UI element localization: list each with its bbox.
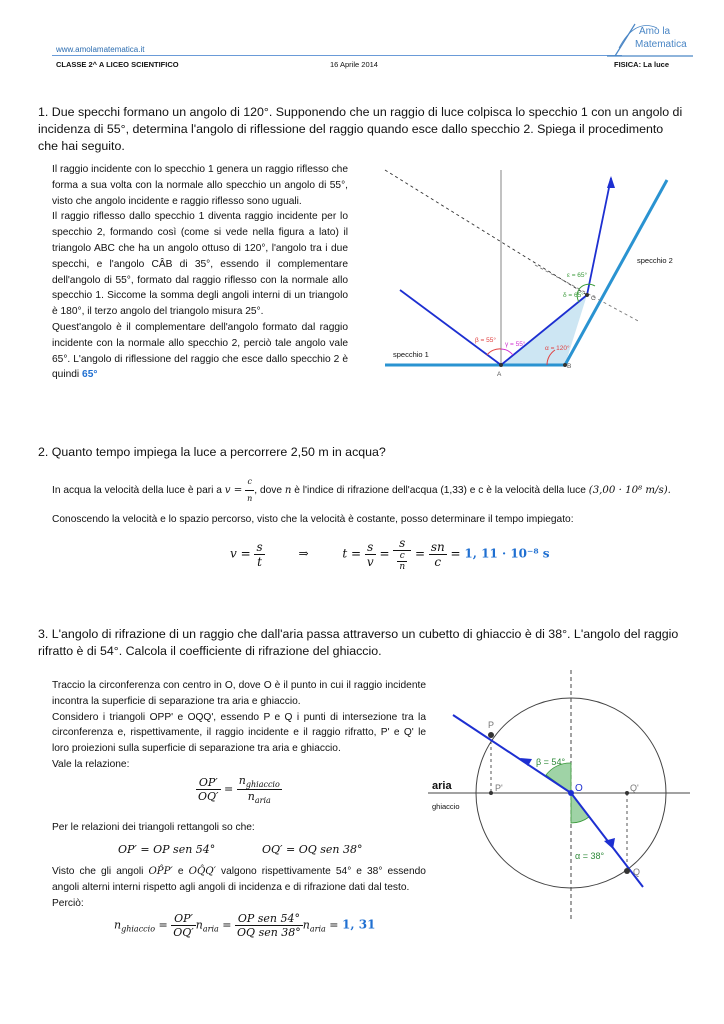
light-speed: (3,00 · 10⁸ m/s). xyxy=(588,484,671,496)
q3-paragraph-4: Per le relazioni dei triangoli rettangoli so che: xyxy=(52,822,255,833)
q3-paragraph-6: Perciò: xyxy=(52,898,84,909)
q2-line-2: Conoscendo la velocità e lo spazio percorso, visto che la velocità è costante, posso determinare il tempo impiegato: xyxy=(52,514,574,525)
q1-paragraph-1: Il raggio incidente con lo specchio 1 genera un raggio riflesso che forma a sua volta con la normale allo specchio un angolo di 55°, visto che angolo incidente e raggio riflesso sono uguali. xyxy=(52,164,348,207)
q2-result: 1, 11 · 10⁻⁸ s xyxy=(464,546,550,561)
q1-paragraph-2: Il raggio riflesso dallo specchio 1 diventa raggio incidente per lo specchio 2, formando così (come si vede nella figura a lato) il triangolo ABC che ha un angolo ottuso di 120°, l'angolo tra i due specchi, e l'angolo CÂB di 35°, essendo il complementare dell'angolo di 55°, formato dal raggio riflesso con la normale allo specchio 1. Siccome la somma degli angoli interni di un triangolo è 180°, il terzo angolo del triangolo misura 25°. xyxy=(52,211,348,318)
beta-angle-label: β = 54° xyxy=(536,757,566,767)
point-b: B xyxy=(567,363,572,370)
point-a: A xyxy=(497,371,502,378)
logo-line-2: Matematica xyxy=(635,39,687,50)
site-url[interactable]: www.amolamatematica.it xyxy=(56,45,145,54)
mirror-1-label: specchio 1 xyxy=(393,350,429,359)
alpha-angle-label: α = 38° xyxy=(575,851,605,861)
logo xyxy=(605,18,695,60)
point-p-prime: P' xyxy=(495,783,503,793)
header-class: CLASSE 2^ A LICEO SCIENTIFICO xyxy=(56,60,179,69)
logo-line-1: Amo la xyxy=(639,26,671,37)
question-1: 1. Due specchi formano un angolo di 120°. Supponendo che un raggio di luce colpisca lo specchio 1 con un angolo di incidenza di 55°, determina l'angolo di riflessione del raggio quando esce dallo specchio 2. Spiega il procedimento che hai seguito. xyxy=(38,105,683,153)
alpha-label: α = 120° xyxy=(545,345,570,352)
q1-answer: 65° xyxy=(82,369,98,381)
aria-label: aria xyxy=(432,780,452,792)
q2-line-1: In acqua la velocità della luce è pari a v = $\frac{c}{n}$ , dove n è l'indice di rifrazione dell'acqua (1,33) e c è la velocità della luce (3,00 · 10⁸ m/s). xyxy=(52,474,702,507)
q3-relation: $\frac{OP'}{OQ'}$ = $\frac{n_{ghiaccio}}{n_{aria}}$ xyxy=(198,774,280,806)
point-c: C xyxy=(591,295,596,302)
mirror-2-label: specchio 2 xyxy=(637,256,673,265)
header-subject: FISICA: La luce xyxy=(614,60,670,69)
q3-eq-oq: OQ′ = OQ sen 38° xyxy=(262,843,363,856)
question-3: 3. L'angolo di rifrazione di un raggio che dall'aria passa attraverso un cubetto di ghiaccio è di 38°. L'angolo del raggio rifratto è di 54°. Calcola il coefficiente di rifrazione del ghiaccio. xyxy=(38,627,679,658)
epsilon-label: ε = 65° xyxy=(567,272,588,279)
q1-mirror-figure xyxy=(375,160,705,400)
q3-paragraph-2: Considero i triangoli OPP' e OQQ', essendo P e Q i punti di intersezione tra la circonferenza e, rispettivamente, il raggio incidente e il raggio rifratto, P' e Q' le loro proiezioni sulla superficie di separazione tra aria e ghiaccio. xyxy=(52,711,426,755)
q1-paragraph-3: Quest'angolo è il complementare dell'angolo formato dal raggio incidente con la normale allo specchio 2, perciò tale angolo vale 65°. L'angolo di riflessione del raggio che esce dallo specchio 2 è quindi 65° xyxy=(52,321,348,381)
q3-final-formula: $n_{ghiaccio}$ = $\frac{OP'}{OQ'}$ $n_{aria}$ = $\frac{\text{OP sen 54°}}{\text{OQ sen 38°}}$ $n_{aria} = 1$, 31 xyxy=(114,912,376,939)
header-date: 16 Aprile 2014 xyxy=(330,60,378,69)
q3-paragraph-3: Vale la relazione: xyxy=(52,758,130,770)
ghiaccio-label: ghiaccio xyxy=(432,802,460,811)
q3-answer: 1, 31 xyxy=(342,917,376,932)
q2-formula: v = $\frac{s}{t}$ ⇒ t = $\frac{s}{v}$ = s c n = $\frac{sn}{c}$ = 1, 11 · 10⁻⁸ s xyxy=(230,536,550,572)
question-2: 2. Quanto tempo impiega la luce a percorrere 2,50 m in acqua? xyxy=(38,445,386,459)
point-q-prime: Q' xyxy=(630,783,639,793)
q3-refraction-figure xyxy=(428,665,704,925)
q3-paragraph-5: Visto che gli angoli OP̂P′ e OQ̂Q′ valgono rispettivamente 54° e 38° essendo angoli alterni interni rispetto agli angoli di incidenza e di rifrazione dati dal testo. xyxy=(52,866,426,893)
delta-label: δ = 65° xyxy=(563,292,584,299)
point-o: O xyxy=(575,783,583,794)
point-p: P xyxy=(488,720,495,730)
q3-text xyxy=(52,678,426,773)
q3-paragraph-1: Traccio la circonferenza con centro in O, dove O è il punto in cui il raggio incidente incontra la superficie di separazione tra aria e ghiaccio. xyxy=(52,680,426,707)
beta-label: β = 55° xyxy=(475,337,496,344)
gamma-label: γ = 55° xyxy=(505,341,526,348)
header-rule xyxy=(52,55,622,56)
q3-eq-op: OP′ = OP sen 54° xyxy=(118,843,216,856)
q1-text xyxy=(52,162,348,383)
point-q: Q xyxy=(633,867,641,877)
